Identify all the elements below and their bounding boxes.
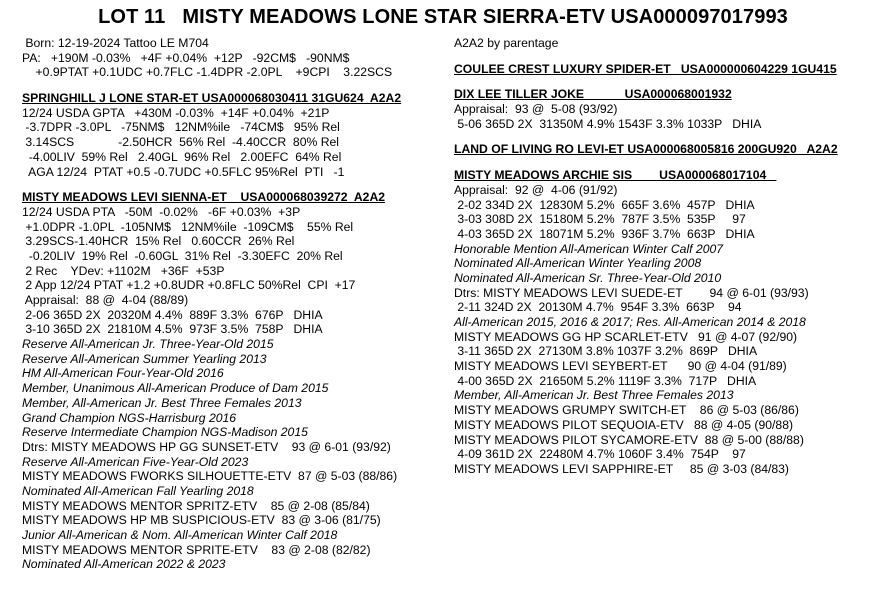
dam-honor: Grand Champion NGS-Harrisburg 2016 [22, 410, 237, 425]
a2-status: A2A2 by parentage [454, 36, 559, 50]
dams-dam-honor: Nominated All-American Sr. Three-Year-Old 2010 [454, 270, 722, 285]
daughter-line: MISTY MEADOWS GRUMPY SWITCH-ET 86 @ 5-03 (86/86) [454, 403, 799, 418]
sire-detail: -4.00LIV 59% Rel 2.40GL 96% Rel 2.00EFC 64% Rel [22, 149, 342, 164]
dams-dam-name: MISTY MEADOWS ARCHIE SIS USA000068017104 [454, 168, 777, 183]
dam-honor: Reserve All-American Jr. Three-Year-Old 2015 [22, 337, 274, 352]
dams-dam-honor: Honorable Mention All-American Winter Calf 2007 [454, 241, 724, 256]
sire-name: SPRINGHILL J LONE STAR-ET USA000068030411 31GU624 A2A2 [22, 91, 402, 106]
dams-dam-detail: 4-03 365D 2X 18071M 5.2% 936F 3.7% 663P DHIA [454, 226, 755, 241]
daughter-honor: Reserve All-American Five-Year-Old 2023 [22, 454, 249, 469]
daughter-line: MISTY MEADOWS LEVI SEYBERT-ET 90 @ 4-04 (91/89) [454, 359, 787, 374]
daughter-line: Dtrs: MISTY MEADOWS HP GG SUNSET-ETV 93 @ 6-01 (93/92) [22, 439, 391, 454]
daughter-record: 3-11 365D 2X 27130M 3.8% 1037F 3.2% 869P DHIA [454, 344, 758, 359]
daughter-line: Dtrs: MISTY MEADOWS LEVI SUEDE-ET 94 @ 6-01 (93/93) [454, 285, 809, 300]
daughter-honor: All-American 2015, 2016 & 2017; Res. All-American 2014 & 2018 [454, 315, 806, 329]
daughter-honor: Junior All-American & Nom. All-American Winter Calf 2018 [22, 528, 338, 542]
dams-dam-detail: 3-03 308D 2X 15180M 5.2% 787F 3.5% 535P 97 [454, 212, 746, 227]
daughter-line: MISTY MEADOWS PILOT SYCAMORE-ETV 88 @ 5-00 (88/88) [454, 432, 804, 447]
sire-detail: AGA 12/24 PTAT +0.5 -0.7UDC +0.5FLC 95%Rel PTI -1 [22, 164, 345, 179]
daughter-line: MISTY MEADOWS HP MB SUSPICIOUS-ETV 83 @ 3-06 (81/75) [22, 513, 381, 528]
dam-honor: Reserve All-American Summer Yearling 2013 [22, 351, 267, 366]
left-column [22, 36, 442, 572]
dams-dam-detail: Appraisal: 92 @ 4-06 (91/92) [454, 182, 618, 197]
daughter-line: MISTY MEADOWS MENTOR SPRITZ-ETV 85 @ 2-08 (85/84) [22, 498, 370, 513]
dam-detail: 2 Rec YDev: +1102M +36F +53P [22, 263, 225, 278]
dam-detail: -0.20LIV 19% Rel -0.60GL 31% Rel -3.30EFC 20% Rel [22, 248, 343, 263]
dam-detail: 2 App 12/24 PTAT +1.2 +0.8UDR +0.8FLC 50%Rel CPI +17 [22, 278, 356, 293]
daughter-honor: Nominated All-American Fall Yearling 2018 [22, 483, 254, 498]
dam-detail: Appraisal: 88 @ 4-04 (88/89) [22, 293, 189, 307]
lot-title: LOT 11 MISTY MEADOWS LONE STAR SIERRA-ETV USA000097017993 [98, 6, 788, 28]
dam-honor: Member, All-American Jr. Best Three Females 2013 [22, 395, 302, 410]
dam-detail: 2-06 365D 2X 20320M 4.4% 889F 3.3% 676P DHIA [22, 307, 323, 322]
sires-sire-name: COULEE CREST LUXURY SPIDER-ET USA000000604229 1GU415 [454, 61, 837, 76]
dams-dam-honor: Nominated All-American Winter Yearling 2008 [454, 256, 702, 271]
daughter-honor: Member, All-American Jr. Best Three Females 2013 [454, 388, 734, 403]
daughter-line: MISTY MEADOWS LEVI SAPPHIRE-ET 85 @ 3-03 (84/83) [454, 461, 789, 476]
daughter-record: 4-09 361D 2X 22480M 4.7% 1060F 3.4% 754P 97 [454, 447, 746, 462]
daughter-record: 4-00 365D 2X 21650M 5.2% 1119F 3.3% 717P DHIA [454, 373, 757, 388]
daughter-line: MISTY MEADOWS MENTOR SPRITE-ETV 83 @ 2-08 (82/82) [22, 542, 371, 557]
dam-name: MISTY MEADOWS LEVI SIENNA-ET USA000068039272 A2A2 [22, 190, 386, 205]
dam-detail: +1.0DPR -1.0PL -105NM$ 12NM%ile -109CM$ 55% Rel [22, 219, 354, 234]
dam-detail: 12/24 USDA PTA -50M -0.02% -6F +0.03% +3P [22, 204, 301, 219]
daughter-line: MISTY MEADOWS GG HP SCARLET-ETV 91 @ 4-07 (92/90) [454, 329, 798, 344]
dam-honor: Member, Unanimous All-American Produce of Dam 2015 [22, 381, 329, 396]
dam-detail: 3.29SCS-1.40HCR 15% Rel 0.60CCR 26% Rel [22, 234, 295, 249]
sire-detail: 3.14SCS -2.50HCR 56% Rel -4.40CCR 80% Rel [22, 135, 339, 150]
dams-dam-detail: 2-02 334D 2X 12830M 5.2% 665F 3.6% 457P DHIA [454, 197, 755, 212]
daughter-honor: Nominated All-American 2022 & 2023 [22, 557, 226, 572]
sire-detail: 12/24 USDA GPTA +430M -0.03% +14F +0.04% +21P [22, 105, 330, 120]
daughter-line: MISTY MEADOWS FWORKS SILHOUETTE-ETV 87 @ 5-03 (88/86) [22, 469, 398, 484]
daughter-line: MISTY MEADOWS PILOT SEQUOIA-ETV 88 @ 4-05 (90/88) [454, 417, 794, 432]
daughter-record: 2-11 324D 2X 20130M 4.7% 954F 3.3% 663P 94 [454, 300, 742, 315]
dams-sire-name: LAND OF LIVING RO LEVI-ET USA000068005816 200GU920 A2A2 [454, 142, 838, 157]
dam-honor: HM All-American Four-Year-Old 2016 [22, 366, 224, 381]
sire-detail: -3.7DPR -3.0PL -75NM$ 12NM%ile -74CM$ 95% Rel [22, 120, 340, 135]
dam-honor: Reserve Intermediate Champion NGS-Madison 2015 [22, 425, 308, 440]
sires-dam-name: DIX LEE TILLER JOKE USA000068001932 [454, 87, 732, 102]
right-column [454, 36, 884, 477]
pa-line: +0.9PTAT +0.1UDC +0.7FLC -1.4DPR -2.0PL +9CPI 3.22SCS [22, 65, 393, 80]
sires-dam-detail: 5-06 365D 2X 31350M 4.9% 1543F 3.3% 1033P DHIA [454, 116, 762, 131]
born-line: Born: 12-19-2024 Tattoo LE M704 [22, 36, 209, 50]
pa-line: PA: +190M -0.03% +4F +0.04% +12P -92CM$ -90NM$ [22, 50, 350, 65]
sires-dam-detail: Appraisal: 93 @ 5-08 (93/92) [454, 102, 618, 117]
dam-detail: 3-10 365D 2X 21810M 4.5% 973F 3.5% 758P DHIA [22, 322, 323, 337]
